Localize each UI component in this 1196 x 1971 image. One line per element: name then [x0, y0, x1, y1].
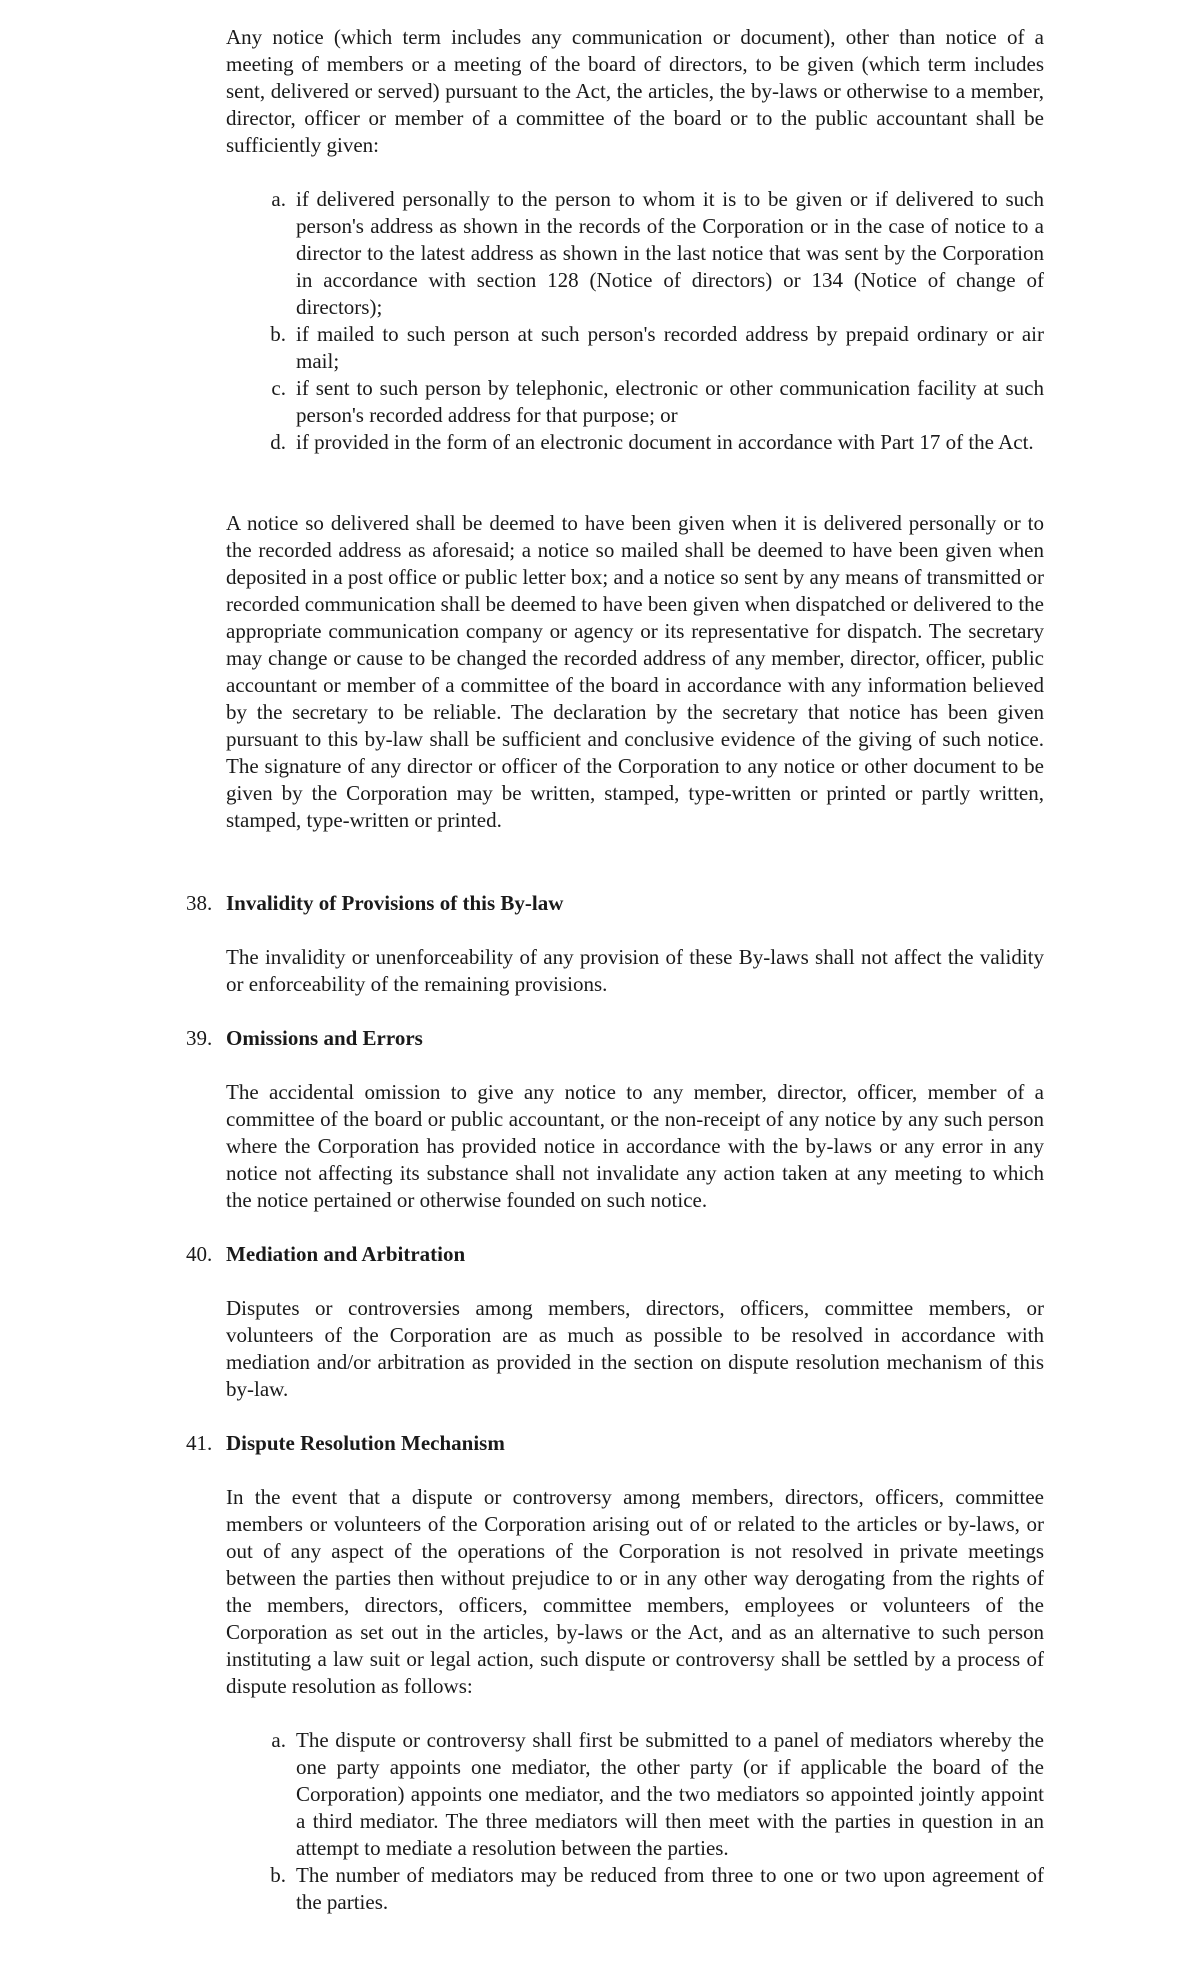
section-body-38: The invalidity or unenforceability of any provision of these By-laws shall not affect the validity or enforceability of the remaining provisions.	[226, 945, 1044, 996]
section-title: Dispute Resolution Mechanism	[226, 1431, 505, 1455]
list-item-text: The number of mediators may be reduced from three to one or two upon agreement of the parties.	[296, 1863, 1044, 1914]
dispute-process-list	[226, 1727, 1044, 1916]
notice-intro-paragraph: Any notice (which term includes any communication or document), other than notice of a meeting of members or a meeting of the board of directors, to be given (which term includes sent, delivered or served) pursuant to the Act, the articles, the by-laws or otherwise to a member, director, officer or member of a committee of the board or to the public accountant shall be sufficiently given:	[226, 25, 1044, 157]
list-item-text: if mailed to such person at such person's recorded address by prepaid ordinary or air mail;	[296, 322, 1044, 373]
section-heading-38	[186, 890, 1044, 917]
list-item-text: if provided in the form of an electronic document in accordance with Part 17 of the Act.	[296, 430, 1034, 454]
section-number: 39.	[186, 1026, 213, 1050]
list-marker: c.	[271, 376, 286, 400]
list-item-text: if sent to such person by telephonic, electronic or other communication facility at such person's recorded address for that purpose; or	[296, 376, 1044, 427]
section-body-41: In the event that a dispute or controversy among members, directors, officers, committee members or volunteers of the Corporation arising out of or related to the articles or by-laws, or out of any aspect of the operations of the Corporation is not resolved in private meetings between the parties then without prejudice to or in any other way derogating from the rights of the members, directors, officers, committee members, employees or volunteers of the Corporation as set out in the articles, by-laws or the Act, and as an alternative to such person instituting a law suit or legal action, such dispute or controversy shall be settled by a process of dispute resolution as follows:	[226, 1485, 1044, 1698]
list-item	[226, 429, 1044, 456]
section-heading-41	[186, 1430, 1044, 1457]
list-item	[226, 375, 1044, 429]
notice-closing-paragraph: A notice so delivered shall be deemed to have been given when it is delivered personally or to the recorded address as aforesaid; a notice so mailed shall be deemed to have been given when deposited in a post office or public letter box; and a notice so sent by any means of transmitted or recorded communication shall be deemed to have been given when dispatched or delivered to the appropriate communication company or agency or its representative for dispatch. The secretary may change or cause to be changed the recorded address of any member, director, officer, public accountant or member of a committee of the board in accordance with any information believed by the secretary to be reliable. The declaration by the secretary that notice has been given pursuant to this by-law shall be sufficient and conclusive evidence of the giving of such notice. The signature of any director or officer of the Corporation to any notice or other document to be given by the Corporation may be written, stamped, type-written or printed or partly written, stamped, type-written or printed.	[226, 511, 1044, 832]
list-marker: b.	[270, 322, 286, 346]
list-item	[226, 321, 1044, 375]
section-number: 40.	[186, 1242, 213, 1266]
list-marker: a.	[271, 187, 286, 211]
list-marker: a.	[271, 1728, 286, 1752]
section-heading-39	[186, 1025, 1044, 1052]
list-item	[226, 1862, 1044, 1916]
section-number: 38.	[186, 891, 213, 915]
section-body-39: The accidental omission to give any notice to any member, director, officer, member of a committee of the board or public accountant, or the non-receipt of any notice by any such person where the Corporation has provided notice in accordance with the by-laws or any error in any notice not affecting its substance shall not invalidate any action taken at any meeting to which the notice pertained or otherwise founded on such notice.	[226, 1080, 1044, 1212]
section-title: Omissions and Errors	[226, 1026, 423, 1050]
notice-methods-list	[226, 186, 1044, 456]
list-item	[226, 1727, 1044, 1862]
section-title: Mediation and Arbitration	[226, 1242, 466, 1266]
list-marker: b.	[270, 1863, 286, 1887]
section-heading-40	[186, 1241, 1044, 1268]
list-item-text: The dispute or controversy shall first be submitted to a panel of mediators whereby the one party appoints one mediator, the other party (or if applicable the board of the Corporation) appoints one mediator, and the two mediators so appointed jointly appoint a third mediator. The three mediators will then meet with the parties in question in an attempt to mediate a resolution between the parties.	[296, 1728, 1044, 1860]
section-number: 41.	[186, 1431, 213, 1455]
list-item-text: if delivered personally to the person to whom it is to be given or if delivered to such person's address as shown in the records of the Corporation or in the case of notice to a director to the latest address as shown in the last notice that was sent by the Corporation in accordance with section 128 (Notice of directors) or 134 (Notice of change of directors);	[296, 187, 1044, 319]
section-body-40: Disputes or controversies among members, directors, officers, committee members, or volunteers of the Corporation are as much as possible to be resolved in accordance with mediation and/or arbitration as provided in the section on dispute resolution mechanism of this by-law.	[226, 1296, 1044, 1401]
list-item	[226, 186, 1044, 321]
list-marker: d.	[270, 430, 286, 454]
section-title: Invalidity of Provisions of this By-law	[226, 891, 564, 915]
